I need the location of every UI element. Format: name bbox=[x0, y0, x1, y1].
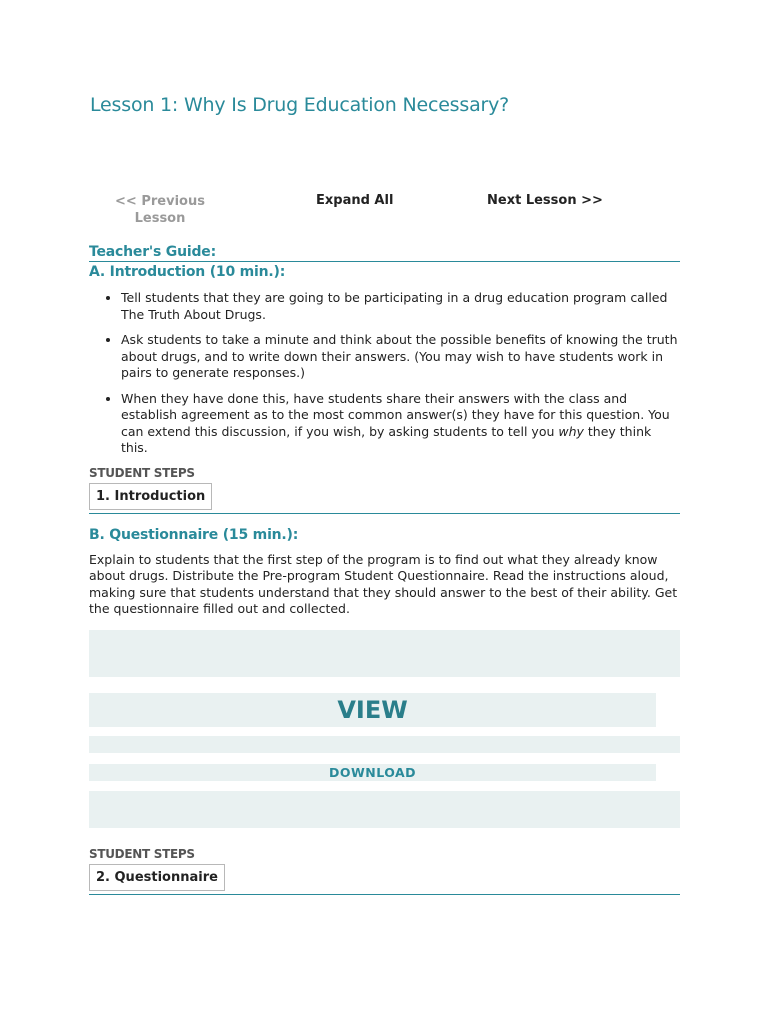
student-step-introduction[interactable]: 1. Introduction bbox=[89, 483, 212, 510]
page-title: Lesson 1: Why Is Drug Education Necessary? bbox=[90, 94, 510, 116]
section-a-heading[interactable]: A. Introduction (10 min.): bbox=[89, 261, 680, 281]
resource-panel-spacer bbox=[89, 736, 680, 753]
download-button[interactable]: DOWNLOAD bbox=[89, 764, 656, 781]
list-item: • Ask students to take a minute and think about the possible benefits of knowing the truth about drugs, and to write down their answers. (You may wish to have students work in pairs to generate responses.) bbox=[121, 332, 680, 382]
bullet-text: When they have done this, have students share their answers with the class and establish agreement as to the most common answer(s) they have for this question. You can extend this discussion, if you wish, by asking students to tell you bbox=[121, 390, 670, 439]
expand-all-link[interactable]: Expand All bbox=[316, 193, 394, 208]
section-a-list bbox=[89, 290, 680, 457]
divider bbox=[89, 513, 680, 514]
bullet-text-end: they think this. bbox=[121, 423, 652, 455]
lesson-content bbox=[89, 243, 680, 895]
view-button[interactable]: VIEW bbox=[89, 693, 656, 727]
student-steps-label: STUDENT STEPS bbox=[89, 846, 195, 861]
student-steps-label: STUDENT STEPS bbox=[89, 465, 195, 480]
list-item: • Tell students that they are going to be participating in a drug education program called The Truth About Drugs. bbox=[121, 290, 680, 323]
list-item bbox=[121, 391, 680, 457]
section-b-heading[interactable]: B. Questionnaire (15 min.): bbox=[89, 526, 299, 543]
previous-lesson-label-line1: << Previous bbox=[115, 194, 205, 209]
emphasis-text: why bbox=[558, 423, 584, 439]
next-lesson-link[interactable]: Next Lesson >> bbox=[487, 193, 603, 208]
resource-panel-bottom bbox=[89, 791, 680, 828]
lesson-nav bbox=[90, 193, 680, 233]
previous-lesson-label-line2: Lesson bbox=[134, 211, 186, 226]
section-b-paragraph: Explain to students that the first step of the program is to find out what they already know about drugs. Distribute the Pre-program Student Questionnaire. Read the instructions aloud, making sure that students understand that they should answer to the best of their ability. Get the questionnaire filled out and collected. bbox=[89, 551, 678, 616]
student-step-questionnaire[interactable]: 2. Questionnaire bbox=[89, 864, 225, 891]
teachers-guide-label: Teacher's Guide: bbox=[89, 244, 216, 260]
divider bbox=[89, 894, 680, 895]
previous-lesson-link[interactable] bbox=[110, 193, 210, 227]
resource-panel-top bbox=[89, 630, 680, 677]
